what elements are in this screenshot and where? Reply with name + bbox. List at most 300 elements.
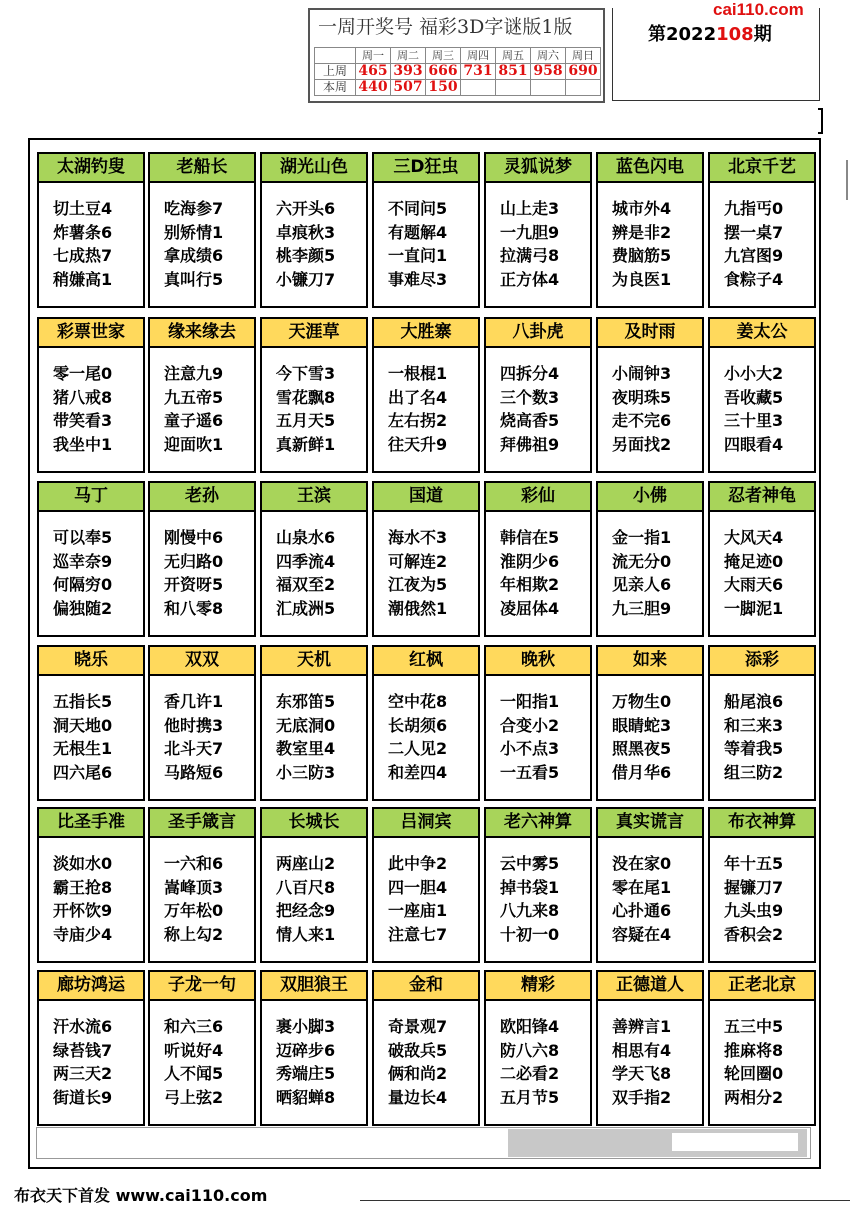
author-name: 晓乐 [39,647,143,676]
author-name: 正老北京 [710,972,814,1001]
riddle-line: 掩足迹0 [724,551,784,571]
riddle-line: 借月华6 [612,762,672,782]
riddle-line: 出了名4 [388,387,448,407]
site-logo[interactable]: cai110.com [713,0,804,19]
riddle-line: 一五看5 [500,762,560,782]
riddle-line: 照黑夜5 [612,739,672,758]
this-week-number: 150 [426,80,461,96]
riddle-lines [374,838,478,946]
riddle-line: 见亲人6 [612,575,672,594]
bottom-white-slot [672,1133,798,1151]
riddle-lines [262,348,366,456]
riddle-line: 小镰刀7 [276,269,336,289]
riddle-lines [262,183,366,291]
day-label: 周六 [531,48,566,64]
riddle-line: 两三天2 [53,1064,113,1083]
day-label: 周五 [496,48,531,64]
puzzle-cell [708,481,816,637]
riddle-line: 烧高香5 [500,411,560,430]
riddle-line: 善辨言1 [612,1017,672,1036]
riddle-line: 零一尾0 [53,364,113,383]
riddle-lines [598,1001,702,1109]
footer-text: 布衣天下首发 www.cai110.com [14,1186,268,1205]
author-name: 吕洞宾 [374,809,478,838]
riddle-line: 九三胆9 [612,598,672,618]
author-name: 双胆狼王 [262,972,366,1001]
riddle-line: 寺庙少4 [53,924,113,944]
author-name: 老六神算 [486,809,590,838]
riddle-line: 欧阳锋4 [500,1017,560,1036]
riddle-lines [262,676,366,784]
riddle-line: 三个数3 [500,387,560,407]
riddle-line: 弓上弦2 [164,1087,224,1107]
day-label: 周四 [461,48,496,64]
last-week-number: 465 [356,64,391,80]
riddle-line: 可以奉5 [53,528,113,547]
riddle-line: 裹小脚3 [276,1017,336,1036]
puzzle-cell [148,807,256,963]
riddle-line: 长胡须6 [388,715,448,735]
riddle-lines [598,512,702,620]
riddle-line: 东邪笛5 [276,692,336,711]
riddle-line: 猪八戒8 [53,387,113,407]
author-name: 子龙一句 [150,972,254,1001]
draw-grid [314,47,601,96]
riddle-line: 马路短6 [164,762,224,782]
riddle-line: 合变小2 [500,715,560,735]
corner-cell [315,48,356,64]
riddle-line: 别矫情1 [164,222,224,242]
riddle-lines [39,183,143,291]
puzzle-cell [260,317,368,473]
riddle-lines [262,1001,366,1109]
header-title: 一周开奖号 福彩3D字谜版1版 [318,16,573,38]
riddle-line: 汗水流6 [53,1017,113,1036]
riddle-line: 四拆分4 [500,364,560,383]
riddle-lines [598,676,702,784]
puzzle-cell [372,970,480,1126]
author-name: 马丁 [39,483,143,512]
riddle-line: 晒貂蝉8 [276,1087,336,1107]
puzzle-cell [148,970,256,1126]
puzzle-cell [596,481,704,637]
author-name: 圣手箴言 [150,809,254,838]
author-name: 湖光山色 [262,154,366,183]
riddle-line: 巡幸奈9 [53,551,113,571]
puzzle-cell [372,645,480,801]
riddle-line: 组三防2 [724,762,784,782]
riddle-line: 船尾浪6 [724,692,784,711]
riddle-line: 流无分0 [612,551,672,571]
puzzle-cell [260,970,368,1126]
riddle-line: 五月节5 [500,1087,560,1107]
riddle-line: 等着我5 [724,739,784,758]
riddle-line: 三十里3 [724,411,784,430]
riddle-lines [262,838,366,946]
riddle-line: 小小大2 [724,364,784,383]
riddle-line: 五指长5 [53,692,113,711]
riddle-lines [486,1001,590,1109]
riddle-line: 此中争2 [388,854,448,873]
riddle-lines [374,1001,478,1109]
riddle-line: 正方体4 [500,269,560,289]
author-name: 廊坊鸿运 [39,972,143,1001]
puzzle-cell [372,481,480,637]
riddle-lines [598,183,702,291]
riddle-line: 心扑通6 [612,901,672,920]
riddle-line: 今下雪3 [276,364,336,383]
riddle-line: 六开头6 [276,199,336,218]
riddle-line: 掉书袋1 [500,877,560,897]
author-name: 灵狐说梦 [486,154,590,183]
author-name: 三D狂虫 [374,154,478,183]
riddle-line: 称上勾2 [164,924,224,944]
riddle-line: 真叫行5 [164,269,224,289]
author-name: 真实谎言 [598,809,702,838]
author-name: 彩仙 [486,483,590,512]
riddle-line: 云中雾5 [500,854,560,873]
puzzle-cell [708,807,816,963]
riddle-line: 奇景观7 [388,1017,448,1036]
author-name: 老孙 [150,483,254,512]
riddle-line: 一脚泥1 [724,598,784,618]
riddle-lines [374,512,478,620]
author-name: 缘来缘去 [150,319,254,348]
riddle-line: 刚慢中6 [164,528,224,547]
riddle-line: 凌屈体4 [500,598,560,618]
puzzle-cell [148,152,256,308]
riddle-line: 事难尽3 [388,269,448,289]
puzzle-cell [260,645,368,801]
riddle-line: 一直问1 [388,246,448,265]
riddle-line: 走不完6 [612,411,672,430]
riddle-lines [486,348,590,456]
riddle-lines [39,1001,143,1109]
author-name: 添彩 [710,647,814,676]
riddle-line: 香积会2 [724,924,784,944]
riddle-line: 摆一桌7 [724,222,784,242]
author-name: 正德道人 [598,972,702,1001]
riddle-line: 开资呀5 [164,575,224,594]
riddle-line: 四季流4 [276,551,336,571]
riddle-line: 把经念9 [276,901,336,920]
riddle-line: 桃李颜5 [276,246,336,265]
riddle-line: 四一胆4 [388,877,448,897]
puzzle-cell [596,970,704,1126]
riddle-line: 空中花8 [388,692,448,711]
puzzle-cell [260,152,368,308]
puzzle-cell [37,970,145,1126]
riddle-line: 淮阴少6 [500,551,560,571]
riddle-line: 一九胆9 [500,222,560,242]
riddle-line: 拜佛祖9 [500,434,560,454]
author-name: 金和 [374,972,478,1001]
author-name: 忍者神龟 [710,483,814,512]
riddle-line: 夜明珠5 [612,387,672,407]
riddle-lines [150,676,254,784]
riddle-line: 福双至2 [276,575,336,594]
riddle-line: 不同问5 [388,199,448,218]
riddle-line: 海水不3 [388,528,448,547]
riddle-lines [150,512,254,620]
riddle-line: 情人来1 [276,924,336,944]
riddle-line: 人不闻5 [164,1064,224,1083]
riddle-lines [150,348,254,456]
riddle-line: 另面找2 [612,434,672,454]
author-name: 晚秋 [486,647,590,676]
riddle-line: 洞天地0 [53,715,113,735]
riddle-line: 为良医1 [612,269,672,289]
riddle-line: 两座山2 [276,854,336,873]
riddle-line: 雪花飘8 [276,387,336,407]
this-week-number [531,80,566,96]
riddle-line: 年相欺2 [500,575,560,594]
riddle-lines [710,512,814,620]
riddle-line: 五月天5 [276,411,336,430]
riddle-lines [150,183,254,291]
riddle-lines [374,183,478,291]
riddle-line: 九指丐0 [724,199,784,218]
riddle-line: 教室里4 [276,739,336,758]
riddle-line: 防八六8 [500,1040,560,1060]
puzzle-cell [484,807,592,963]
last-week-number: 851 [496,64,531,80]
riddle-lines [598,838,702,946]
puzzle-cell [148,645,256,801]
riddle-line: 偏独随2 [53,598,113,618]
riddle-line: 九五帝5 [164,387,224,407]
riddle-line: 万年松0 [164,901,224,920]
riddle-line: 量边长4 [388,1087,448,1107]
riddle-lines [486,838,590,946]
riddle-lines [150,1001,254,1109]
riddle-lines [486,183,590,291]
riddle-line: 相思有4 [612,1040,672,1060]
riddle-line: 无底洞0 [276,715,336,735]
this-week-number: 440 [356,80,391,96]
riddle-line: 绿苔钱7 [53,1040,113,1060]
puzzle-cell [596,317,704,473]
last-week-number: 731 [461,64,496,80]
riddle-line: 山泉水6 [276,528,336,547]
riddle-line: 和差四4 [388,762,448,782]
this-week-number [496,80,531,96]
riddle-line: 辨是非2 [612,222,672,242]
riddle-line: 九头虫9 [724,901,784,920]
riddle-line: 和三来3 [724,715,784,735]
riddle-lines [374,348,478,456]
riddle-lines [710,1001,814,1109]
riddle-line: 香几许1 [164,692,224,711]
edge-divider [846,160,848,200]
author-name: 及时雨 [598,319,702,348]
riddle-lines [39,512,143,620]
puzzle-cell [484,152,592,308]
puzzle-cell [596,645,704,801]
puzzle-cell [484,645,592,801]
day-label: 周日 [566,48,601,64]
riddle-line: 开怀饮9 [53,901,113,920]
riddle-lines [710,838,814,946]
author-name: 如来 [598,647,702,676]
riddle-line: 四六尾6 [53,762,113,782]
riddle-line: 迎面吹1 [164,434,224,454]
riddle-line: 学天飞8 [612,1064,672,1083]
riddle-line: 带笑看3 [53,411,113,430]
weekly-draw-table [308,8,605,103]
riddle-line: 握镰刀7 [724,877,784,897]
riddle-line: 小不点3 [500,739,560,758]
author-name: 八卦虎 [486,319,590,348]
author-name: 红枫 [374,647,478,676]
puzzle-cell [484,317,592,473]
riddle-line: 俩和尚2 [388,1064,448,1083]
puzzle-cell [708,645,816,801]
riddle-lines [598,348,702,456]
riddle-line: 五三中5 [724,1017,784,1036]
riddle-line: 金一指1 [612,528,672,547]
riddle-line: 二必看2 [500,1064,560,1083]
riddle-line: 无归路0 [164,551,224,571]
riddle-line: 两相分2 [724,1087,784,1107]
day-label: 周三 [426,48,461,64]
riddle-line: 一座庙1 [388,901,448,920]
riddle-line: 我坐中1 [53,434,113,454]
riddle-line: 年十五5 [724,854,784,873]
author-name: 布衣神算 [710,809,814,838]
day-label: 周二 [391,48,426,64]
last-week-number: 666 [426,64,461,80]
author-name: 北京千艺 [710,154,814,183]
author-name: 天涯草 [262,319,366,348]
riddle-line: 食粽子4 [724,269,784,289]
riddle-line: 小三防3 [276,762,336,782]
riddle-line: 破敌兵5 [388,1040,448,1060]
riddle-line: 城市外4 [612,199,672,218]
riddle-line: 霸王抢8 [53,877,113,897]
corner-bracket [818,108,823,134]
riddle-lines [39,348,143,456]
riddle-line: 街道长9 [53,1087,113,1107]
riddle-line: 大风天4 [724,528,784,547]
riddle-line: 童子遥6 [164,411,224,430]
riddle-line: 轮回圈0 [724,1064,784,1083]
author-name: 长城长 [262,809,366,838]
riddle-line: 万物生0 [612,692,672,711]
riddle-lines [262,512,366,620]
riddle-line: 切土豆4 [53,199,113,218]
footer-rule [360,1200,850,1201]
riddle-line: 秀端庄5 [276,1064,336,1083]
riddle-line: 眼睛蛇3 [612,715,672,735]
riddle-line: 推麻将8 [724,1040,784,1060]
author-name: 大胜寨 [374,319,478,348]
author-name: 精彩 [486,972,590,1001]
riddle-lines [150,838,254,946]
author-name: 蓝色闪电 [598,154,702,183]
riddle-line: 小闹钟3 [612,364,672,383]
this-week-number: 507 [391,80,426,96]
issue-number-value: 108 [716,24,754,45]
riddle-line: 嵩峰顶3 [164,877,224,897]
puzzle-cell [260,807,368,963]
riddle-lines [486,676,590,784]
riddle-line: 注意七7 [388,924,448,944]
riddle-line: 潮俄然1 [388,598,448,618]
puzzle-cell [596,152,704,308]
riddle-line: 九宫图9 [724,246,784,265]
riddle-line: 双手指2 [612,1087,672,1107]
riddle-line: 吾收藏5 [724,387,784,407]
last-week-number: 393 [391,64,426,80]
riddle-line: 山上走3 [500,199,560,218]
riddle-line: 稍嫌高1 [53,269,113,289]
author-name: 姜太公 [710,319,814,348]
issue-suffix: 期 [753,24,772,45]
riddle-line: 无根生1 [53,739,113,758]
riddle-lines [710,183,814,291]
puzzle-cell [484,970,592,1126]
puzzle-cell [708,317,816,473]
puzzle-cell [37,317,145,473]
riddle-line: 四眼看4 [724,434,784,454]
author-name: 双双 [150,647,254,676]
issue-number [648,20,772,46]
riddle-line: 没在家0 [612,854,672,873]
riddle-line: 北斗天7 [164,739,224,758]
puzzle-cell [37,807,145,963]
riddle-line: 何隔穷0 [53,575,113,594]
puzzle-cell [596,807,704,963]
riddle-line: 零在尾1 [612,877,672,897]
riddle-lines [39,838,143,946]
author-name: 彩票世家 [39,319,143,348]
this-week-number [461,80,496,96]
puzzle-cell [372,152,480,308]
riddle-line: 费脑筋5 [612,246,672,265]
author-name: 王滨 [262,483,366,512]
riddle-line: 二人见2 [388,739,448,758]
riddle-line: 和六三6 [164,1017,224,1036]
puzzle-cell [37,481,145,637]
issue-prefix: 第2022 [648,24,717,45]
last-week-number: 958 [531,64,566,80]
riddle-line: 七成热7 [53,246,113,265]
riddle-line: 吃海参7 [164,199,224,218]
puzzle-cell [708,970,816,1126]
riddle-line: 可解连2 [388,551,448,571]
riddle-lines [374,676,478,784]
puzzle-cell [372,317,480,473]
riddle-line: 和八零8 [164,598,224,618]
riddle-line: 八百尺8 [276,877,336,897]
riddle-lines [39,676,143,784]
this-week-label: 本周 [315,80,356,96]
puzzle-cell [260,481,368,637]
riddle-line: 真新鲜1 [276,434,336,454]
riddle-line: 拿成绩6 [164,246,224,265]
riddle-line: 他时携3 [164,715,224,735]
riddle-lines [710,348,814,456]
riddle-line: 八九来8 [500,901,560,920]
last-week-number: 690 [566,64,601,80]
riddle-line: 汇成洲5 [276,598,336,618]
author-name: 太湖钓叟 [39,154,143,183]
day-label: 周一 [356,48,391,64]
last-week-label: 上周 [315,64,356,80]
riddle-line: 卓痕秋3 [276,222,336,242]
author-name: 老船长 [150,154,254,183]
